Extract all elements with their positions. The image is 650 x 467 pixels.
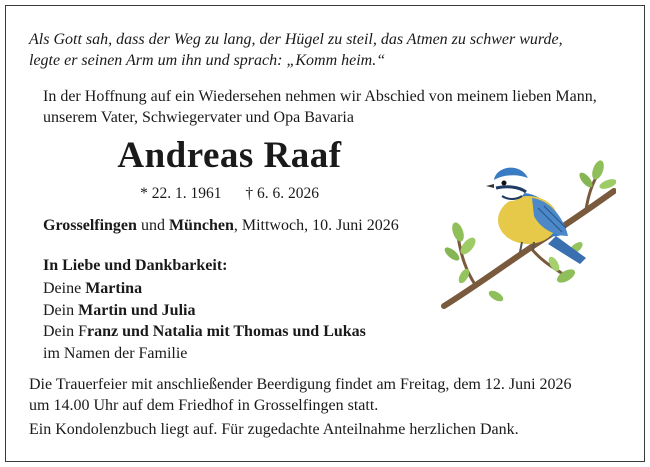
ceremony-line-2: um 14.00 Uhr auf dem Friedhof in Grosselfingen statt. bbox=[29, 397, 379, 414]
city-connector: und bbox=[136, 217, 169, 234]
mourner-row bbox=[43, 343, 463, 365]
obituary-notice bbox=[5, 5, 645, 462]
ceremony-info bbox=[29, 374, 629, 416]
mourner-prefix: Deine bbox=[43, 280, 86, 297]
mourner-names: Martin und Julia bbox=[78, 301, 196, 319]
mourners-heading: In Liebe und Dankbarkeit: bbox=[43, 257, 228, 274]
mourners-list bbox=[43, 278, 463, 364]
mourner-names: ranz und Natalia mit Thomas und Lukas bbox=[87, 323, 366, 340]
mourner-row bbox=[43, 278, 463, 300]
mourner-prefix: Dein F bbox=[43, 323, 87, 340]
quote-line-2: legte er seinen Arm um ihn und sprach: „Komm heim.“ bbox=[29, 52, 386, 69]
opening-quote bbox=[29, 29, 629, 71]
condolence-text: Ein Kondolenzbuch liegt auf. Für zugedachte Anteilnahme herzlichen Dank. bbox=[29, 421, 519, 438]
place-and-date bbox=[43, 215, 443, 237]
ceremony-line-1: Die Trauerfeier mit anschließender Beerdigung findet am Freitag, dem 12. Juni 2026 bbox=[29, 376, 572, 393]
mourner-row bbox=[43, 321, 463, 343]
mourner-prefix: im Namen der Familie bbox=[43, 344, 188, 362]
birth-date: * 22. 1. 1961 bbox=[140, 185, 222, 202]
death-date: † 6. 6. 2026 bbox=[245, 185, 319, 202]
deceased-name: Andreas Raaf bbox=[117, 135, 342, 176]
notice-date: , Mittwoch, 10. Juni 2026 bbox=[233, 217, 399, 234]
intro-line-2: unserem Vater, Schwiegervater und Opa Bavaria bbox=[43, 109, 354, 126]
mourner-names: Martina bbox=[85, 280, 143, 297]
intro-line-1: In der Hoffnung auf ein Wiedersehen nehmen wir Abschied von meinem lieben Mann, bbox=[43, 88, 597, 105]
city-1: Grosselfingen bbox=[43, 217, 137, 234]
quote-line-1: Als Gott sah, dass der Weg zu lang, der Hügel zu steil, das Atmen zu schwer wurde, bbox=[29, 31, 563, 48]
life-dates bbox=[46, 184, 413, 204]
intro-text bbox=[43, 86, 633, 128]
bird-illustration bbox=[436, 136, 616, 321]
city-2: München bbox=[168, 217, 234, 234]
mourner-row bbox=[43, 300, 463, 322]
blue-tit-bird-on-branch-icon bbox=[436, 136, 616, 321]
mourner-prefix: Dein bbox=[43, 301, 79, 319]
